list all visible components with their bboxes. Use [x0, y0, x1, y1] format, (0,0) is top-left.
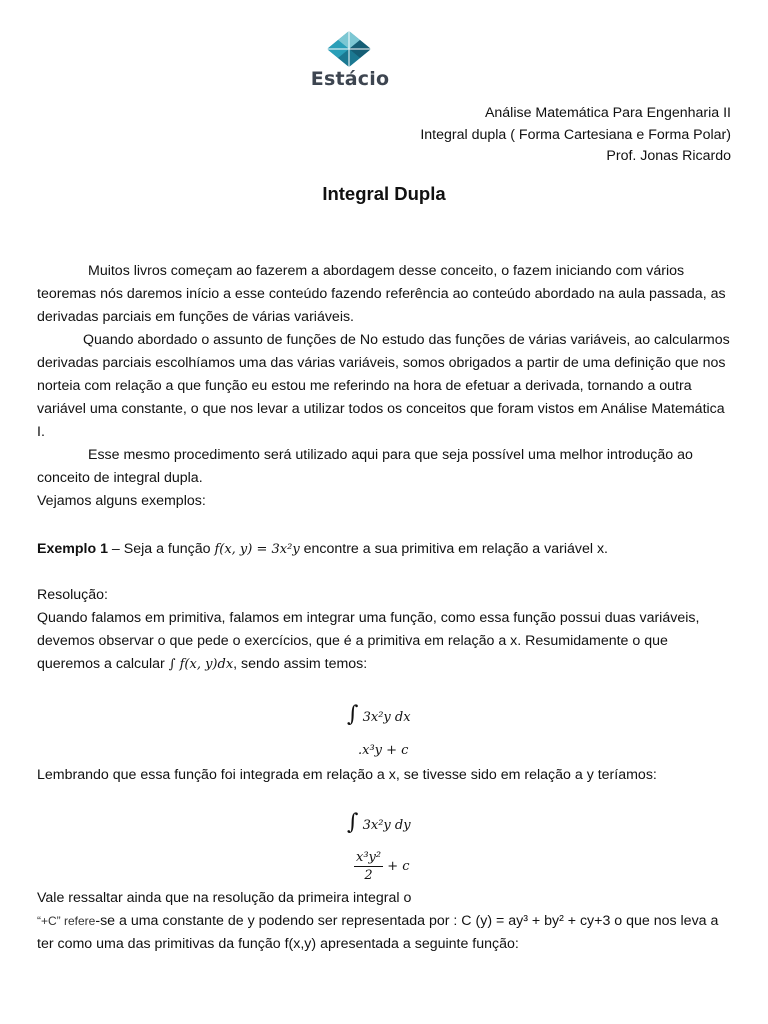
integral-sign-icon: ∫	[347, 810, 359, 835]
formula-1-result: .x³y + c	[358, 743, 409, 758]
paragraph-1: Muitos livros começam ao fazerem a abordagem desse conceito, o fazem iniciando com vários teoremas nós daremos início a esse conteúdo fazendo referência ao conteúdo abordado na aula passada, as derivadas parciais em funções de várias variáveis.	[37, 263, 726, 326]
example-text-b: encontre a sua primitiva em relação a variável x.	[299, 541, 608, 557]
closing-line-1: Vale ressaltar ainda que na resolução da primeira integral o	[37, 890, 412, 906]
formula-2-integrand: 3x²y dy	[362, 818, 411, 833]
closing-rest: -se a uma constante de y podendo ser representada por : C (y) = ay³ + by² + cy+3 o que nos leva a ter como uma das primitivas da função f(x,y) apresentada a seguinte função:	[37, 913, 719, 953]
paragraph-3: Esse mesmo procedimento será utilizado aqui para que seja possível uma melhor introdução ao conceito de integral dupla.	[37, 447, 693, 487]
closing-quote: “+C” refere	[37, 914, 96, 928]
formula-2-integral	[347, 810, 411, 835]
resolution-text-a: Quando falamos em primitiva, falamos em integrar uma função, como essa função possui duas variáveis, devemos observar o que pede o exercícios, que é a primitiva em relação a x. Resumidamente o que queremos a calcular	[37, 610, 700, 673]
document-header	[420, 103, 731, 168]
integral-sign-icon: ∫	[347, 702, 359, 727]
formula-1-integrand: 3x²y dx	[362, 710, 411, 725]
course-name: Análise Matemática Para Engenharia II	[484, 105, 731, 121]
topic-name: Integral dupla ( Forma Cartesiana e Forma Polar)	[420, 126, 731, 143]
fraction-denominator: 2	[364, 868, 373, 883]
logo-text: Estácio	[310, 68, 390, 90]
fraction-numerator: x³y²	[356, 850, 382, 865]
closing-paragraph	[37, 910, 733, 956]
example-label: Exemplo 1	[37, 541, 108, 557]
example-function: f(x, y) = 3x²y	[214, 542, 300, 557]
resolution-text-b: , sendo assim temos:	[233, 656, 368, 673]
paragraph-4: Vejamos alguns exemplos:	[37, 493, 206, 509]
resolution-heading: Resolução:	[37, 587, 108, 603]
formula-2-result	[354, 850, 410, 883]
fraction	[354, 850, 383, 883]
paragraph-2: Quando abordado o assunto de funções de No estudo das funções de várias variáveis, ao calcularmos derivadas parciais escolhíamos uma das várias variáveis, somos obrigados a partir de uma definição que nos norteia com relação a que função eu estou me referindo na hora de efetuar a derivada, tornando a outra variável uma constante, o que nos levar a utilizar todos os conceitos que foram vistos em Análise Matemática I.	[37, 332, 730, 441]
page-title: Integral Dupla	[322, 183, 446, 204]
example-1	[37, 538, 733, 561]
resolution-expr: ∫ f(x, y)dx	[168, 657, 234, 673]
professor-name: Prof. Jonas Ricardo	[606, 148, 731, 164]
paragraph-after-formula-1: Lembrando que essa função foi integrada em relação a x, se tivesse sido em relação a y teríamos:	[37, 767, 657, 783]
estacio-logo	[305, 30, 395, 92]
resolution-text	[37, 607, 733, 676]
diamond-logo-icon	[326, 30, 372, 68]
formula-1-integral	[347, 702, 411, 727]
formula-2-tail: + c	[387, 859, 410, 874]
example-text-a: – Seja a função	[107, 541, 215, 557]
